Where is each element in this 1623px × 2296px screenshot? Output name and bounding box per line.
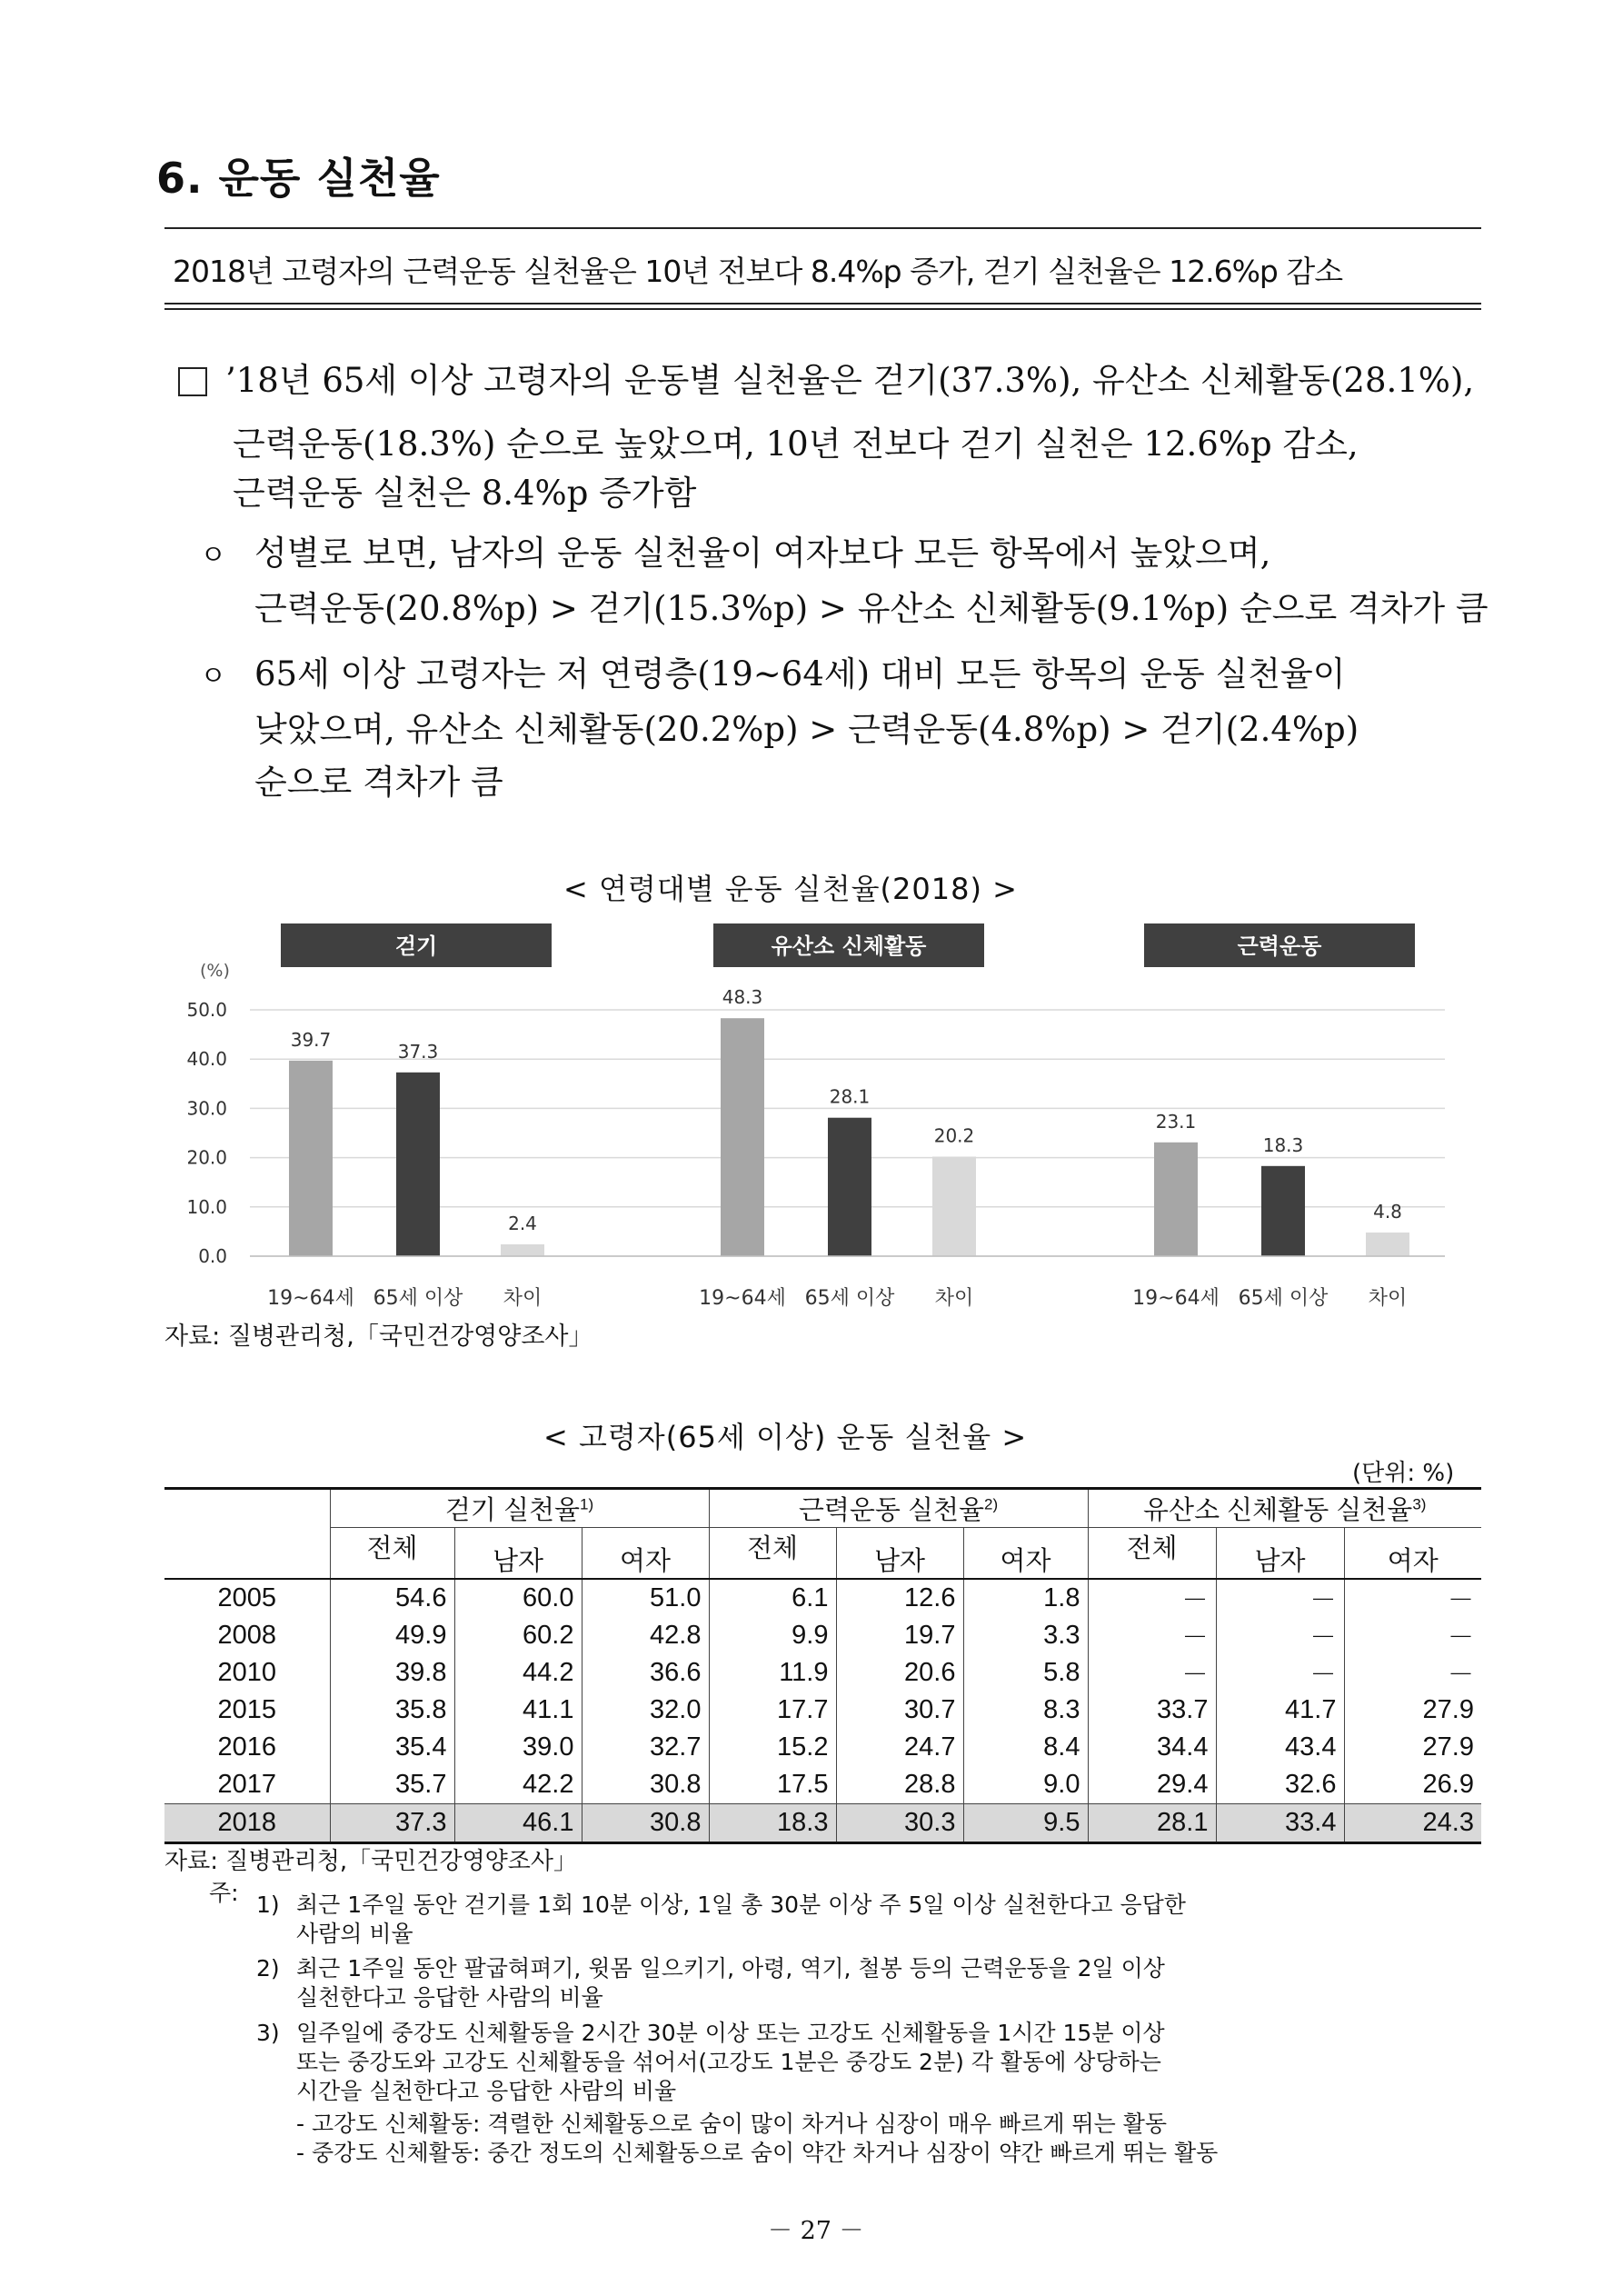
data-label: 37.3	[397, 1040, 439, 1063]
category-label: 19~64세	[1132, 1287, 1220, 1310]
table-cell: 32.0	[582, 1692, 709, 1729]
y-tick-label: 0.0	[198, 1245, 227, 1267]
table-cell: 19.7	[836, 1617, 963, 1654]
table-row	[164, 1579, 1481, 1617]
sub-male: 남자	[454, 1528, 582, 1580]
note-2-line1: 최근 1주일 동안 팔굽혀펴기, 윗몸 일으키기, 아령, 역기, 철봉 등의 근력운동을 2일 이상	[296, 1955, 1165, 1982]
table-cell: 11.9	[709, 1654, 836, 1692]
data-label: 2.4	[508, 1212, 537, 1234]
bar	[1261, 1166, 1305, 1256]
chart-source: 자료: 질병관리청,「국민건강영양조사」	[164, 1323, 593, 1351]
data-label: 23.1	[1155, 1110, 1197, 1133]
data-label: 28.1	[829, 1085, 871, 1108]
category-label: 차이	[503, 1287, 543, 1310]
table-cell: 30.7	[836, 1692, 963, 1729]
table-row	[164, 1729, 1481, 1766]
bullet2-line3: 순으로 격차가 큼	[254, 763, 503, 802]
table-cell: 30.8	[582, 1766, 709, 1804]
category-label: 차이	[1368, 1287, 1408, 1310]
table-cell: 5.8	[963, 1654, 1088, 1692]
table-cell: 54.6	[330, 1579, 454, 1617]
table-cell: －	[1447, 1661, 1474, 1690]
data-label: 4.8	[1373, 1200, 1402, 1223]
category-label: 65세 이상	[1238, 1287, 1329, 1310]
para1-line3: 근력운동 실천은 8.4%p 증가함	[233, 474, 697, 513]
table-cell: －	[1447, 1623, 1474, 1652]
table-row	[164, 1654, 1481, 1692]
y-tick-label: 20.0	[186, 1146, 227, 1169]
table-cell: 49.9	[330, 1617, 454, 1654]
bullet-icon: ㅇ	[200, 540, 226, 572]
table-cell: 6.1	[709, 1579, 836, 1617]
table-cell: －	[1216, 1654, 1344, 1692]
table-cell: －	[1216, 1617, 1344, 1654]
group-header-label: 걷기	[394, 933, 438, 959]
data-label: 39.7	[290, 1028, 332, 1051]
table-cell: 44.2	[454, 1654, 582, 1692]
table-cell: －	[1088, 1579, 1216, 1617]
table-cell: 39.0	[454, 1729, 582, 1766]
category-label: 65세 이상	[804, 1287, 895, 1310]
table-cell: 30.3	[836, 1804, 963, 1843]
summary-bottom-rule-2	[164, 308, 1481, 310]
dash-note-1: - 고강도 신체활동: 격렬한 신체활동으로 숨이 많이 차거나 심장이 매우 빠르게 뛰는 활동	[296, 2111, 1168, 2137]
y-tick-label: 10.0	[186, 1195, 227, 1218]
note-1-num: 1)	[256, 1892, 280, 1918]
table-cell: 3.3	[963, 1617, 1088, 1654]
exercise-rate-bar-chart	[164, 918, 1481, 1327]
table-cell: 41.7	[1216, 1692, 1344, 1729]
bar	[828, 1118, 871, 1256]
col-group-walking: 걷기 실천율$^{1)}$	[330, 1489, 709, 1528]
table-cell: 32.7	[582, 1729, 709, 1766]
table-cell: 28.8	[836, 1766, 963, 1804]
table-row	[164, 1804, 1481, 1843]
sub-female: 여자	[582, 1528, 709, 1580]
table-cell: 32.6	[1216, 1766, 1344, 1804]
category-label: 19~64세	[267, 1287, 354, 1310]
bullet1-line1: 성별로 보면, 남자의 운동 실천율이 여자보다 모든 항목에서 높았으며,	[254, 534, 1271, 573]
sub-female: 여자	[1344, 1528, 1481, 1580]
table-row	[164, 1617, 1481, 1654]
category-label: 19~64세	[699, 1287, 786, 1310]
y-tick-label: 40.0	[186, 1048, 227, 1071]
bar	[396, 1073, 440, 1256]
table-cell: 34.4	[1088, 1729, 1216, 1766]
note-2-line2: 실천한다고 응답한 사람의 비율	[296, 1984, 603, 2011]
table-title: < 고령자(65세 이상) 운동 실천율 >	[543, 1420, 1028, 1454]
bar	[932, 1157, 976, 1256]
para1-line2: 근력운동(18.3%) 순으로 높았으며, 10년 전보다 걷기 실천은 12.6%p 감소,	[233, 424, 1359, 464]
note-2-num: 2)	[256, 1955, 280, 1982]
col-group-strength: 근력운동 실천율$^{2)}$	[709, 1489, 1088, 1528]
row-year: 2008	[164, 1617, 330, 1654]
table-cell: 33.4	[1216, 1804, 1344, 1843]
row-year: 2005	[164, 1579, 330, 1617]
table-cell: －	[1088, 1654, 1216, 1692]
sub-total: 전체	[330, 1528, 454, 1580]
table-cell: 39.8	[330, 1654, 454, 1692]
summary-text: 2018년 고령자의 근력운동 실천율은 10년 전보다 8.4%p 증가, 걷기 실천율은 12.6%p 감소	[173, 254, 1343, 289]
sub-male: 남자	[1216, 1528, 1344, 1580]
y-axis-label: (%)	[200, 961, 230, 981]
para1-line1: ’18년 65세 이상 고령자의 운동별 실천율은 걷기(37.3%), 유산소 신체활동(28.1%),	[225, 361, 1475, 400]
table-cell: 41.1	[454, 1692, 582, 1729]
table-cell: 9.9	[709, 1617, 836, 1654]
col-group-aerobic: 유산소 신체활동 실천율$^{3)}$	[1088, 1489, 1481, 1528]
table-cell: 42.8	[582, 1617, 709, 1654]
exercise-rate-table	[164, 1487, 1481, 1844]
category-label: 65세 이상	[373, 1287, 463, 1310]
table-row	[164, 1692, 1481, 1729]
checkbox-bullet-icon	[178, 367, 207, 396]
table-cell: 8.4	[963, 1729, 1088, 1766]
note-1-line2: 사람의 비율	[296, 1921, 413, 1947]
row-year: 2015	[164, 1692, 330, 1729]
note-3-line2: 또는 중강도와 고강도 신체활동을 섞어서(고강도 1분은 중강도 2분) 각 활동에 상당하는	[296, 2049, 1161, 2075]
category-label: 차이	[934, 1287, 974, 1310]
table-cell: 15.2	[709, 1729, 836, 1766]
table-cell: 60.0	[454, 1579, 582, 1617]
table-cell: 46.1	[454, 1804, 582, 1843]
group-header-label: 유산소 신체활동	[771, 933, 927, 959]
data-label: 48.3	[722, 986, 763, 1009]
table-corner	[164, 1489, 330, 1580]
table-cell: 28.1	[1088, 1804, 1216, 1843]
table-cell: 26.9	[1422, 1770, 1474, 1799]
table-cell: 8.3	[963, 1692, 1088, 1729]
row-year: 2018	[164, 1804, 330, 1843]
bullet2-line2: 낮았으며, 유산소 신체활동(20.2%p) > 근력운동(4.8%p) > 걷기(2.4%p)	[254, 710, 1359, 749]
data-label: 18.3	[1262, 1133, 1304, 1156]
bar	[501, 1244, 544, 1256]
table-cell: 60.2	[454, 1617, 582, 1654]
page-number: － 27 －	[768, 2217, 864, 2245]
table-cell: 1.8	[963, 1579, 1088, 1617]
table-unit: (단위: %)	[1352, 1460, 1455, 1487]
bullet1-line2: 근력운동(20.8%p) > 걷기(15.3%p) > 유산소 신체활동(9.1%p) 순으로 격차가 큼	[254, 589, 1489, 628]
sub-female: 여자	[963, 1528, 1088, 1580]
sub-total: 전체	[709, 1528, 836, 1580]
table-cell: －	[1216, 1579, 1344, 1617]
table-cell: 35.8	[330, 1692, 454, 1729]
table-cell: 24.7	[836, 1729, 963, 1766]
summary-bottom-rule-1	[164, 303, 1481, 304]
row-year: 2016	[164, 1729, 330, 1766]
bar	[1366, 1233, 1409, 1256]
summary-top-rule	[164, 227, 1481, 229]
dash-note-2: - 중강도 신체활동: 중간 정도의 신체활동으로 숨이 약간 차거나 심장이 약간 빠르게 뛰는 활동	[296, 2140, 1219, 2166]
y-tick-label: 30.0	[186, 1097, 227, 1120]
row-year: 2010	[164, 1654, 330, 1692]
table-cell: 35.4	[330, 1729, 454, 1766]
table-cell: 27.9	[1422, 1695, 1474, 1724]
table-cell: 17.7	[709, 1692, 836, 1729]
table-cell: 33.7	[1088, 1692, 1216, 1729]
table-cell: 9.5	[963, 1804, 1088, 1843]
table-cell: 18.3	[709, 1804, 836, 1843]
table-cell: 29.4	[1088, 1766, 1216, 1804]
table-cell: 42.2	[454, 1766, 582, 1804]
bullet-icon: ㅇ	[200, 661, 226, 693]
row-year: 2017	[164, 1766, 330, 1804]
table-cell: 51.0	[582, 1579, 709, 1617]
note-3-num: 3)	[256, 2020, 280, 2046]
bar	[721, 1018, 764, 1256]
bar	[289, 1061, 333, 1256]
data-label: 20.2	[933, 1124, 975, 1147]
bullet2-line1: 65세 이상 고령자는 저 연령층(19~64세) 대비 모든 항목의 운동 실천율이	[254, 654, 1346, 694]
table-row	[164, 1766, 1481, 1804]
table-cell: 9.0	[963, 1766, 1088, 1804]
table-cell: 37.3	[330, 1804, 454, 1843]
note-3-line1: 일주일에 중강도 신체활동을 2시간 30분 이상 또는 고강도 신체활동을 1시간 15분 이상	[296, 2020, 1165, 2046]
section-heading: 6. 운동 실천율	[156, 154, 441, 203]
sub-male: 남자	[836, 1528, 963, 1580]
table-cell: 24.3	[1422, 1808, 1474, 1837]
table-cell: 27.9	[1422, 1732, 1474, 1762]
table-cell: 36.6	[582, 1654, 709, 1692]
table-cell: 20.6	[836, 1654, 963, 1692]
table-cell: 35.7	[330, 1766, 454, 1804]
table-cell: 12.6	[836, 1579, 963, 1617]
table-source: 자료: 질병관리청,「국민건강영양조사」	[164, 1848, 578, 1875]
y-tick-label: 50.0	[186, 999, 227, 1021]
group-header-label: 근력운동	[1237, 933, 1322, 959]
sub-total: 전체	[1088, 1528, 1216, 1580]
notes-label: 주:	[209, 1880, 239, 1906]
table-cell: 30.8	[582, 1804, 709, 1843]
note-1-line1: 최근 1주일 동안 걷기를 1회 10분 이상, 1일 총 30분 이상 주 5일 이상 실천한다고 응답한	[296, 1892, 1186, 1918]
table-cell: 43.4	[1216, 1729, 1344, 1766]
note-3-line3: 시간을 실천한다고 응답한 사람의 비율	[296, 2078, 677, 2104]
table-cell: 17.5	[709, 1766, 836, 1804]
table-cell: －	[1088, 1617, 1216, 1654]
chart-title: < 연령대별 운동 실천율(2018) >	[563, 872, 1018, 906]
table-cell: －	[1447, 1586, 1474, 1615]
bar	[1154, 1143, 1198, 1256]
